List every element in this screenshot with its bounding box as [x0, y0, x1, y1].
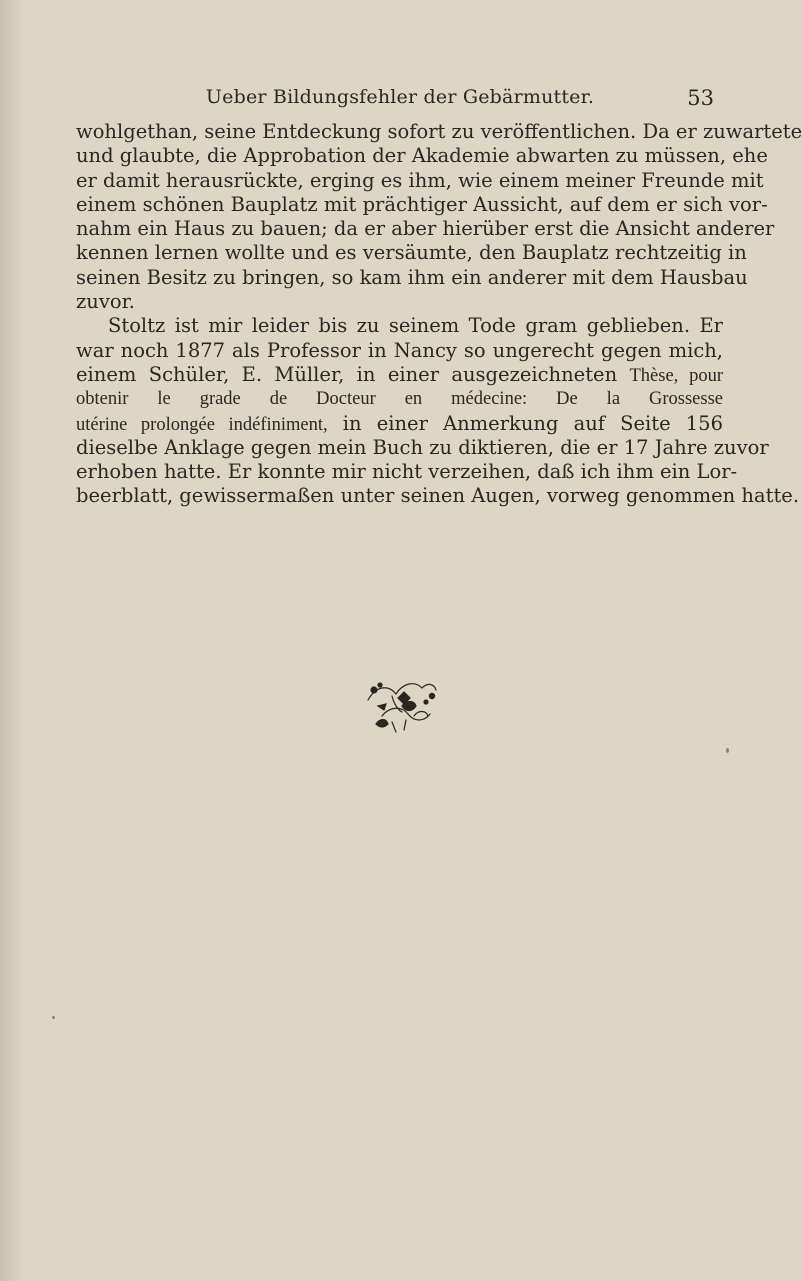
- floral-vignette-icon: [362, 676, 442, 734]
- paper-speck: [726, 748, 729, 753]
- text-line: [76, 363, 723, 387]
- text-line: kennen lernen wollte und es versäumte, den Bauplatz rechtzeitig in: [76, 241, 747, 265]
- running-title: Ueber Bildungsfehler der Gebärmutter.: [205, 86, 595, 108]
- text-line: beerblatt, gewissermaßen unter seinen Augen, vorweg genommen hatte.: [76, 484, 800, 508]
- text-line: und glaubte, die Approbation der Akademie abwarten zu müssen, ehe: [76, 144, 768, 168]
- french-title-segment: utérine prolongée indéfiniment,: [76, 414, 328, 435]
- text-line: er damit herausrückte, erging es ihm, wie einem meiner Freunde mit: [76, 168, 764, 192]
- text-line: [76, 412, 723, 436]
- text-line: erhoben hatte. Er konnte mir nicht verzeihen, daß ich ihm ein Lor-: [76, 460, 738, 484]
- running-head: [0, 86, 800, 116]
- page-edge-shadow: [0, 0, 24, 1281]
- text-line: nahm ein Haus zu bauen; da er aber hierüber erst die Ansicht anderer: [76, 217, 775, 241]
- text-line: war noch 1877 als Professor in Nancy so ungerecht gegen mich,: [76, 338, 723, 362]
- paper-speck: [52, 1016, 55, 1019]
- text-line: einem schönen Bauplatz mit prächtiger Aussicht, auf dem er sich vor-: [76, 192, 768, 216]
- french-title-segment: Thèse, pour: [629, 365, 723, 386]
- page-number: 53: [687, 86, 714, 110]
- text-line: wohlgethan, seine Entdeckung sofort zu veröffentlichen. Da er zuwartete: [76, 120, 802, 143]
- text-line: zuvor.: [76, 290, 135, 314]
- text-line: seinen Besitz zu bringen, so kam ihm ein anderer mit dem Hausbau: [76, 265, 748, 289]
- text-line: Stoltz ist mir leider bis zu seinem Tode gram geblieben. Er: [108, 314, 723, 338]
- body-text: [76, 120, 802, 509]
- text-segment: in einer Anmerkung auf Seite 156: [327, 411, 723, 435]
- text-segment: einem Schüler, E. Müller, in einer ausgezeichneten: [76, 362, 630, 386]
- text-line: dieselbe Anklage gegen mein Buch zu diktieren, die er 17 Jahre zuvor: [76, 435, 769, 459]
- french-title-line: obtenir le grade de Docteur en médecine: De la Grossesse: [76, 389, 723, 410]
